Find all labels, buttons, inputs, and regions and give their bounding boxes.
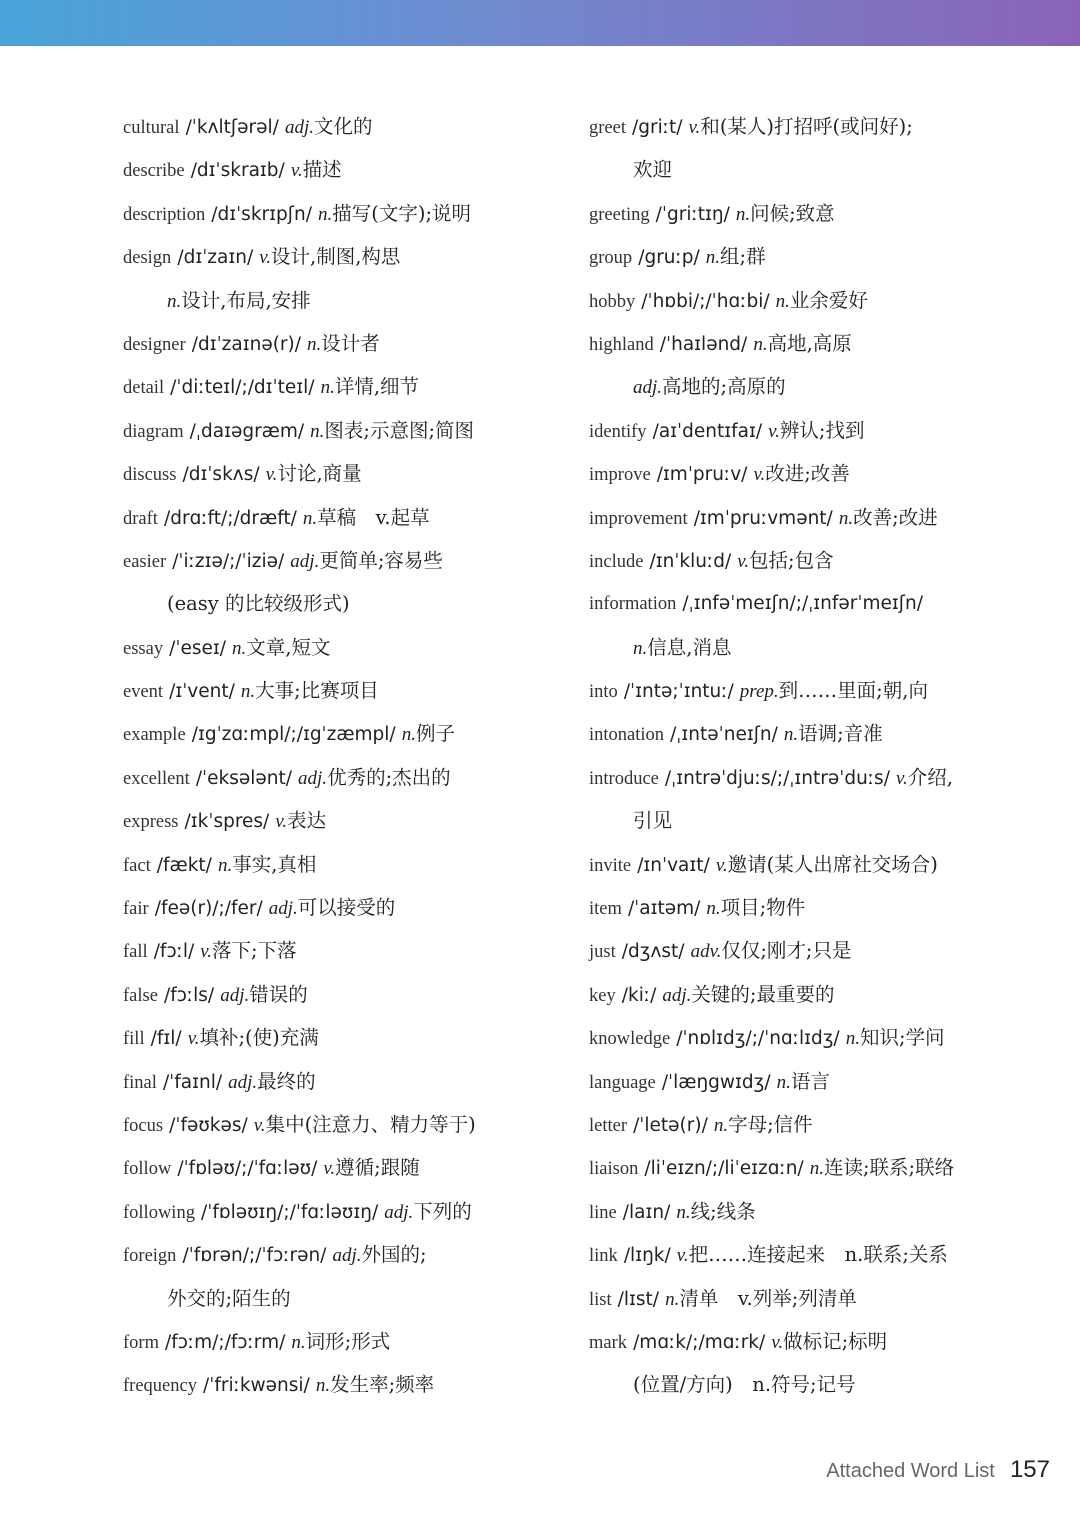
headword: mark: [589, 1332, 628, 1353]
headword: hobby: [589, 291, 636, 312]
definition: 高地的;高原的: [662, 375, 786, 399]
word-entry: [123, 148, 563, 191]
headword: intonation: [589, 725, 665, 746]
word-entry: [589, 105, 1029, 148]
word-list-right-column: [589, 105, 1029, 1407]
headword: form: [123, 1332, 159, 1353]
definition: 详情,细节: [334, 375, 420, 399]
word-entry: [589, 756, 1029, 799]
headword: improve: [589, 465, 651, 486]
definition: 改进;改善: [765, 462, 850, 486]
definition: 包括;包含: [749, 548, 834, 572]
word-entry: [589, 973, 1029, 1016]
part-of-speech: n.: [776, 1071, 791, 1093]
word-entry: [123, 626, 563, 669]
word-entry: [589, 886, 1029, 929]
headword: link: [589, 1246, 618, 1267]
definition: 清单 v.列举;列清单: [679, 1286, 857, 1310]
word-entry: [589, 1060, 1029, 1103]
entry-continuation-line: [589, 365, 1029, 408]
phonetic-transcription: /ˈfɒləʊ/;/ˈfɑːləʊ/: [177, 1158, 318, 1180]
word-entry: [123, 105, 563, 148]
definition: 词形;形式: [305, 1329, 391, 1353]
word-entry: [589, 1016, 1029, 1059]
part-of-speech: n.: [232, 637, 247, 659]
phonetic-transcription: /ˈdiːteɪl/;/dɪˈteɪl/: [170, 377, 315, 399]
part-of-speech: n.: [307, 333, 322, 355]
part-of-speech: n.: [240, 681, 256, 703]
part-of-speech: adj.: [662, 984, 692, 1006]
definition: 最终的: [257, 1069, 316, 1093]
definition: 填补;(使)充满: [199, 1026, 319, 1050]
headword: example: [123, 725, 186, 746]
part-of-speech: n.: [783, 724, 799, 746]
headword: easier: [123, 551, 167, 572]
word-entry: [589, 1233, 1029, 1276]
part-of-speech: n.: [809, 1158, 824, 1180]
definition: 组;群: [720, 245, 766, 269]
word-entry: [123, 929, 563, 972]
definition: 问候;致意: [750, 201, 835, 225]
entry-continuation-line: [589, 1363, 1029, 1406]
definition: 连读;联系;联络: [823, 1156, 955, 1180]
definition: 外交的;陌生的: [167, 1286, 291, 1310]
headword: cultural: [123, 118, 180, 138]
part-of-speech: n.: [706, 898, 721, 920]
word-entry: [589, 452, 1029, 495]
headword: follow: [123, 1159, 172, 1180]
phonetic-transcription: /ˈnɒlɪdʒ/;/ˈnɑːlɪdʒ/: [676, 1028, 840, 1050]
definition: 做标记;标明: [783, 1329, 888, 1353]
entry-continuation-line: [123, 279, 563, 322]
definition: 语调;音准: [798, 722, 883, 746]
phonetic-transcription: /ˈhaɪlənd/: [659, 333, 748, 355]
definition: 邀请(某人出席社交场合): [727, 852, 938, 876]
phonetic-transcription: /gruːp/: [638, 247, 700, 269]
part-of-speech: v.: [895, 767, 908, 789]
word-entry: [123, 799, 563, 842]
definition: 信息,消息: [647, 635, 732, 659]
definition: 草稿 v.起草: [317, 505, 430, 529]
phonetic-transcription: /fækt/: [156, 854, 212, 876]
headword: discuss: [123, 465, 177, 486]
headword: information: [589, 594, 677, 615]
page-footer: [826, 1450, 1050, 1490]
part-of-speech: v.: [771, 1331, 784, 1353]
definition: 讨论,商量: [277, 462, 362, 486]
headword: following: [123, 1202, 195, 1223]
definition: 事实,真相: [232, 852, 317, 876]
entry-continuation-line: [123, 582, 563, 625]
definition: 描写(文字);说明: [332, 201, 472, 225]
phonetic-transcription: /dɪˈzaɪnə(r)/: [191, 333, 301, 355]
headword: fact: [123, 855, 151, 876]
phonetic-transcription: /dɪˈzaɪn/: [177, 247, 254, 269]
part-of-speech: n.: [401, 724, 416, 746]
phonetic-transcription: /ˈfɒləʊɪŋ/;/ˈfɑːləʊɪŋ/: [201, 1201, 379, 1223]
definition: 辨认;找到: [779, 418, 865, 442]
headword: final: [123, 1072, 157, 1093]
word-entry: [123, 539, 563, 582]
definition: 仅仅;刚才;只是: [721, 939, 852, 963]
definition: 语言: [790, 1069, 830, 1093]
part-of-speech: v.: [688, 117, 701, 138]
headword: description: [123, 204, 206, 225]
word-entry: [123, 496, 563, 539]
definition: 文化的: [313, 115, 373, 138]
phonetic-transcription: /ˌɪnfəˈmeɪʃn/;/ˌɪnfərˈmeɪʃn/: [682, 593, 923, 615]
headword: line: [589, 1202, 617, 1223]
part-of-speech: v.: [737, 550, 750, 572]
definition: 把……连接起来 n.联系;关系: [688, 1243, 948, 1267]
headword: event: [123, 682, 164, 703]
word-entry: [589, 669, 1029, 712]
part-of-speech: v.: [200, 941, 213, 963]
phonetic-transcription: /griːt/: [632, 117, 683, 138]
phonetic-transcription: /ɪnˈvaɪt/: [637, 854, 710, 876]
phonetic-transcription: /drɑːft/;/dræft/: [163, 507, 297, 529]
definition: 遵循;跟随: [335, 1156, 420, 1180]
headword: list: [589, 1289, 612, 1310]
part-of-speech: v.: [265, 464, 278, 486]
headword: design: [123, 248, 172, 269]
word-entry: [589, 712, 1029, 755]
definition: 知识;学问: [859, 1026, 945, 1050]
headword: liaison: [589, 1159, 639, 1180]
phonetic-transcription: /ˈfɒrən/;/ˈfɔːrən/: [182, 1245, 327, 1267]
entry-continuation-line: [589, 626, 1029, 669]
definition: 项目;物件: [720, 896, 806, 920]
phonetic-transcription: /ˈeksələnt/: [195, 767, 292, 789]
phonetic-transcription: /liˈeɪzn/;/liˈeɪzɑːn/: [644, 1158, 804, 1180]
headword: fair: [123, 899, 149, 920]
headword: language: [589, 1072, 656, 1093]
word-entry: [589, 279, 1029, 322]
part-of-speech: v.: [275, 811, 288, 833]
word-entry: [123, 973, 563, 1016]
page-number: 157: [1009, 1456, 1050, 1483]
part-of-speech: v.: [323, 1158, 336, 1180]
part-of-speech: n.: [775, 290, 790, 312]
part-of-speech: adj.: [384, 1201, 414, 1223]
part-of-speech: prep.: [739, 681, 779, 703]
headword: frequency: [123, 1376, 197, 1397]
definition: 到……里面;朝,向: [778, 679, 928, 703]
headword: letter: [589, 1115, 628, 1136]
part-of-speech: n.: [317, 203, 333, 225]
part-of-speech: v.: [676, 1245, 689, 1267]
definition: 描述: [302, 158, 342, 182]
headword: fill: [123, 1029, 145, 1050]
word-entry: [589, 582, 1029, 625]
definition: 和(某人)打招呼(或问好);: [700, 115, 913, 138]
word-entry: [123, 843, 563, 886]
word-entry: [123, 1103, 563, 1146]
entry-continuation-line: [123, 1277, 563, 1320]
part-of-speech: adj.: [332, 1245, 362, 1267]
word-entry: [589, 539, 1029, 582]
header-gradient-bar: [0, 0, 1080, 46]
definition: (位置/方向) n.符号;记号: [633, 1373, 856, 1397]
part-of-speech: n.: [633, 637, 648, 659]
word-entry: [123, 712, 563, 755]
part-of-speech: n.: [217, 854, 233, 876]
part-of-speech: n.: [753, 333, 768, 355]
headword: greeting: [589, 204, 650, 225]
phonetic-transcription: /ˈlæŋgwɪdʒ/: [661, 1071, 771, 1093]
word-entry: [123, 886, 563, 929]
definition: 介绍,: [907, 765, 953, 789]
part-of-speech: adj.: [298, 767, 328, 789]
word-entry: [123, 365, 563, 408]
definition: 图表;示意图;简图: [324, 418, 475, 442]
part-of-speech: v.: [187, 1028, 200, 1050]
phonetic-transcription: /ɪgˈzɑːmpl/;/ɪgˈzæmpl/: [191, 724, 396, 746]
phonetic-transcription: /dɪˈskrɪpʃn/: [211, 203, 312, 225]
word-entry: [589, 409, 1029, 452]
definition: 关键的;最重要的: [691, 982, 835, 1006]
phonetic-transcription: /ˌdaɪəgræm/: [189, 420, 305, 442]
phonetic-transcription: /ˈiːzɪə/;/ˈiziə/: [172, 550, 285, 572]
part-of-speech: n.: [735, 203, 751, 225]
headword: excellent: [123, 768, 190, 789]
headword: key: [589, 985, 616, 1006]
phonetic-transcription: /mɑːk/;/mɑːrk/: [633, 1331, 766, 1353]
phonetic-transcription: /ˈeseɪ/: [169, 637, 226, 659]
word-list-left-column: [123, 105, 563, 1407]
phonetic-transcription: /laɪn/: [622, 1201, 671, 1223]
word-entry: [589, 1190, 1029, 1233]
definition: 改善;改进: [853, 505, 938, 529]
definition: 引见: [633, 809, 673, 833]
word-entry: [123, 192, 563, 235]
phonetic-transcription: /ɪmˈpruːvmənt/: [693, 507, 833, 529]
headword: detail: [123, 378, 165, 399]
part-of-speech: v.: [715, 854, 728, 876]
word-entry: [123, 756, 563, 799]
definition: 优秀的;杰出的: [327, 765, 451, 789]
phonetic-transcription: /dʒʌst/: [621, 941, 685, 963]
entry-continuation-line: [589, 148, 1029, 191]
phonetic-transcription: /ɪmˈpruːv/: [656, 464, 748, 486]
part-of-speech: n.: [320, 377, 335, 399]
part-of-speech: adj.: [220, 984, 250, 1006]
part-of-speech: adj.: [268, 898, 298, 920]
word-entry: [123, 1190, 563, 1233]
phonetic-transcription: /ˈfaɪnl/: [162, 1071, 223, 1093]
word-entry: [123, 1060, 563, 1103]
part-of-speech: n.: [291, 1331, 306, 1353]
phonetic-transcription: /kiː/: [621, 984, 657, 1006]
definition: 例子: [415, 722, 455, 746]
phonetic-transcription: /ɪˈvent/: [169, 681, 235, 703]
part-of-speech: v.: [253, 1114, 266, 1136]
part-of-speech: n.: [665, 1288, 680, 1310]
word-entry: [123, 322, 563, 365]
definition: 高地,高原: [767, 331, 852, 355]
headword: group: [589, 248, 633, 269]
headword: draft: [123, 508, 158, 529]
definition: 发生率;频率: [330, 1373, 435, 1397]
headword: include: [589, 551, 644, 572]
part-of-speech: n.: [310, 420, 325, 442]
phonetic-transcription: /ˈfəʊkəs/: [169, 1114, 248, 1136]
phonetic-transcription: /fɔːl/: [153, 941, 195, 963]
word-entry: [589, 192, 1029, 235]
part-of-speech: n.: [838, 507, 854, 529]
headword: describe: [123, 161, 185, 182]
phonetic-transcription: /fɪl/: [150, 1028, 182, 1050]
headword: diagram: [123, 421, 184, 442]
part-of-speech: adj.: [228, 1071, 258, 1093]
definition: 字母;信件: [728, 1112, 813, 1136]
headword: designer: [123, 334, 186, 355]
headword: improvement: [589, 508, 688, 529]
word-entry: [589, 1277, 1029, 1320]
phonetic-transcription: /ˈletə(r)/: [633, 1114, 708, 1136]
headword: foreign: [123, 1246, 177, 1267]
word-entry: [589, 235, 1029, 278]
part-of-speech: n.: [167, 290, 182, 312]
part-of-speech: n.: [676, 1201, 691, 1223]
part-of-speech: n.: [302, 507, 318, 529]
entry-continuation-line: [589, 799, 1029, 842]
phonetic-transcription: /ˌɪntrəˈdjuːs/;/ˌɪntrəˈduːs/: [664, 767, 890, 789]
word-entry: [123, 1363, 563, 1406]
word-entry: [589, 1320, 1029, 1363]
word-entry: [589, 1103, 1029, 1146]
headword: express: [123, 812, 179, 833]
phonetic-transcription: /lɪŋk/: [623, 1245, 671, 1267]
headword: greet: [589, 118, 626, 138]
definition: 线;线条: [690, 1199, 756, 1223]
definition: 表达: [287, 809, 327, 833]
headword: invite: [589, 855, 632, 876]
word-entry: [123, 1320, 563, 1363]
definition: 错误的: [249, 982, 308, 1006]
part-of-speech: adj.: [633, 377, 663, 399]
definition: 设计者: [321, 331, 380, 355]
definition: 文章,短文: [246, 635, 331, 659]
footer-label: Attached Word List: [826, 1460, 995, 1482]
word-entry: [589, 843, 1029, 886]
definition: 大事;比赛项目: [255, 679, 379, 703]
part-of-speech: v.: [290, 160, 303, 182]
phonetic-transcription: /ˈkʌltʃərəl/: [185, 117, 279, 138]
phonetic-transcription: /ɪkˈspres/: [184, 811, 270, 833]
phonetic-transcription: /feə(r)/;/fer/: [154, 898, 263, 920]
word-entry: [123, 409, 563, 452]
phonetic-transcription: /aɪˈdentɪfaɪ/: [652, 420, 763, 442]
phonetic-transcription: /ˈɪntə;ˈɪntuː/: [623, 681, 734, 703]
word-entry: [589, 322, 1029, 365]
definition: 集中(注意力、精力等于): [265, 1112, 476, 1136]
definition: 更简单;容易些: [319, 548, 443, 572]
headword: knowledge: [589, 1029, 671, 1050]
phonetic-transcription: /ˈhɒbi/;/ˈhɑːbi/: [641, 290, 770, 312]
definition: 可以接受的: [297, 896, 396, 920]
part-of-speech: n.: [845, 1028, 860, 1050]
definition: 设计,布局,安排: [181, 288, 311, 312]
headword: highland: [589, 334, 654, 355]
headword: false: [123, 985, 158, 1006]
phonetic-transcription: /ˈgriːtɪŋ/: [655, 203, 730, 225]
headword: just: [589, 942, 616, 963]
part-of-speech: adv.: [690, 941, 722, 963]
phonetic-transcription: /fɔːm/;/fɔːrm/: [165, 1331, 286, 1353]
part-of-speech: adj.: [284, 117, 314, 138]
phonetic-transcription: /ˌɪntəˈneɪʃn/: [670, 724, 778, 746]
phonetic-transcription: /fɔːls/: [163, 984, 215, 1006]
part-of-speech: v.: [753, 464, 766, 486]
part-of-speech: n.: [713, 1114, 729, 1136]
headword: introduce: [589, 768, 659, 789]
word-entry: [123, 1016, 563, 1059]
definition: 落下;下落: [212, 939, 297, 963]
phonetic-transcription: /dɪˈskʌs/: [182, 464, 260, 486]
word-entry: [589, 929, 1029, 972]
phonetic-transcription: /ɪnˈkluːd/: [649, 550, 732, 572]
word-entry: [123, 1233, 563, 1276]
phonetic-transcription: /ˈfriːkwənsi/: [203, 1375, 310, 1397]
definition: 设计,制图,构思: [271, 245, 401, 269]
headword: fall: [123, 942, 148, 963]
word-entry: [123, 669, 563, 712]
headword: item: [589, 899, 622, 920]
definition: 下列的: [413, 1199, 472, 1223]
part-of-speech: n.: [315, 1375, 331, 1397]
word-entry: [123, 1146, 563, 1189]
part-of-speech: n.: [705, 247, 721, 269]
word-entry: [123, 452, 563, 495]
definition: (easy 的比较级形式): [167, 592, 350, 616]
word-entry: [123, 235, 563, 278]
part-of-speech: adj.: [290, 550, 320, 572]
part-of-speech: v.: [768, 420, 780, 442]
word-entry: [589, 496, 1029, 539]
phonetic-transcription: /dɪˈskraɪb/: [190, 160, 285, 182]
headword: focus: [123, 1115, 164, 1136]
phonetic-transcription: /ˈaɪtəm/: [627, 898, 701, 920]
definition: 外国的;: [361, 1243, 427, 1267]
definition: 业余爱好: [789, 288, 868, 312]
headword: essay: [123, 638, 164, 659]
part-of-speech: v.: [259, 247, 272, 269]
word-entry: [589, 1146, 1029, 1189]
headword: into: [589, 682, 618, 703]
headword: identify: [589, 421, 647, 442]
phonetic-transcription: /lɪst/: [617, 1288, 660, 1310]
definition: 欢迎: [633, 158, 673, 182]
